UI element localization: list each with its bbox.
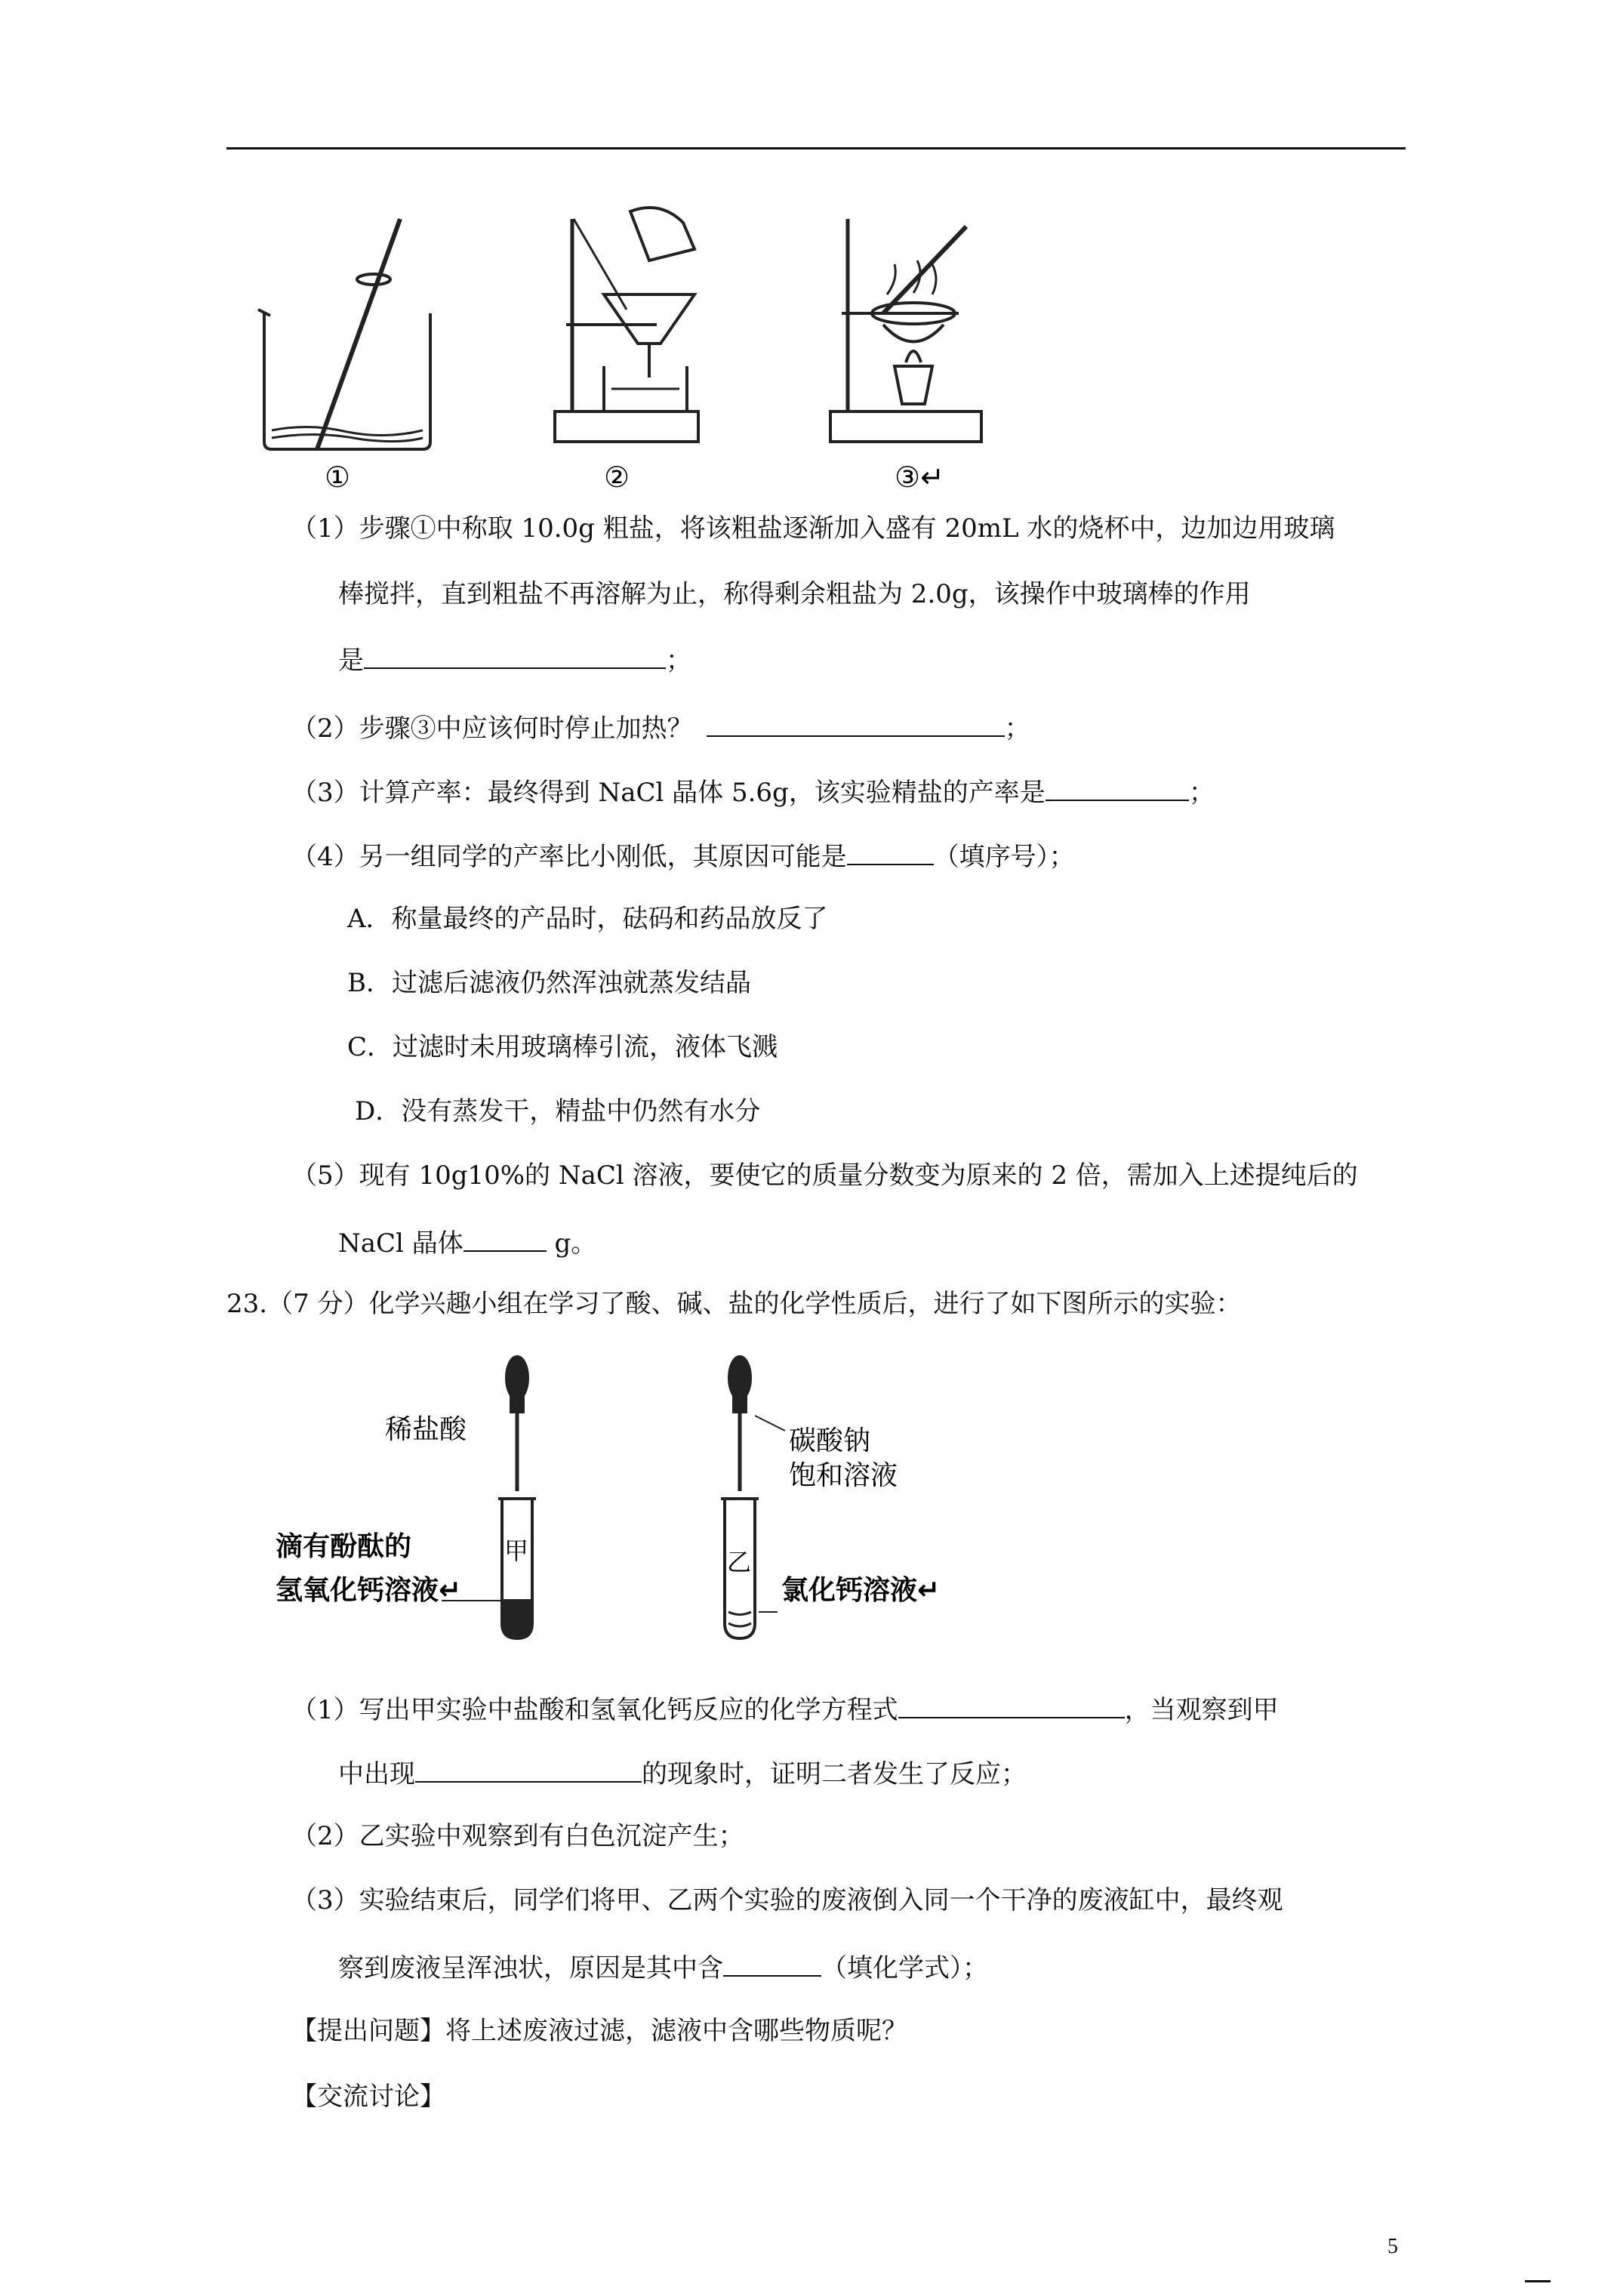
answer-blank-reason[interactable] xyxy=(847,838,934,865)
q22-part4 xyxy=(291,838,1075,874)
answer-blank-yield[interactable] xyxy=(1046,774,1189,801)
q23-part1-text: （1）写出甲实验中盐酸和氢氧化钙反应的化学方程式 xyxy=(291,1695,898,1725)
right-reagent-label-2: 饱和溶液 xyxy=(789,1460,898,1491)
q22-part1-prefix: 是 xyxy=(338,646,364,676)
left-reagent-label: 稀盐酸 xyxy=(385,1414,467,1445)
q22-option-b: B．过滤后滤液仍然浑浊就蒸发结晶 xyxy=(347,968,751,998)
q22-part4-suffix: （填序号）； xyxy=(933,842,1075,872)
test-tube-left-icon xyxy=(498,1499,536,1638)
q23-part1-line1 xyxy=(291,1691,1279,1727)
figure1-label-3: ③↵ xyxy=(895,461,944,494)
q23-discussion: 【交流讨论】 xyxy=(291,2082,445,2112)
answer-blank-glass-rod-role[interactable] xyxy=(364,642,666,669)
q22-part4-text: （4）另一组同学的产率比小刚低，其原因可能是 xyxy=(291,842,847,872)
left-solution-label-1: 滴有酚酞的 xyxy=(276,1531,412,1562)
q22-option-d: D．没有蒸发干，精盐中仍然有水分 xyxy=(355,1096,761,1126)
q22-option-a: A．称量最终的产品时，砝码和药品放反了 xyxy=(347,904,828,934)
beaker-icon xyxy=(258,219,430,449)
q22-option-c: C．过滤时未用玻璃棒引流，液体飞溅 xyxy=(347,1032,778,1062)
header-rule xyxy=(226,147,1406,149)
q23-ask-question: 【提出问题】将上述废液过滤，滤液中含哪些物质呢？ xyxy=(291,2016,907,2046)
q23-part3-line2 xyxy=(338,1949,988,1985)
q22-part3-suffix: ； xyxy=(1188,778,1215,808)
q22-part1-line2: 棒搅拌，直到粗盐不再溶解为止，称得剩余粗盐为 2.0g，该操作中玻璃棒的作用 xyxy=(338,579,1251,609)
q23-title: 23.（7 分）化学兴趣小组在学习了酸、碱、盐的化学性质后，进行了如下图所示的实验： xyxy=(226,1289,1242,1319)
answer-blank-equation[interactable] xyxy=(898,1691,1125,1718)
q22-part5-line2 xyxy=(338,1225,596,1260)
page-number: 5 xyxy=(1387,2235,1398,2258)
lab-apparatus-figure xyxy=(249,204,1095,506)
q22-part3 xyxy=(291,774,1215,809)
answer-blank-formula[interactable] xyxy=(723,1949,821,1977)
q22-part5-line1: （5）现有 10g10%的 NaCl 溶液，要使它的质量分数变为原来的 2 倍，需加入上述提纯后的 xyxy=(291,1160,1358,1191)
q22-part5-suffix: g。 xyxy=(546,1228,597,1259)
q22-part2 xyxy=(291,710,1030,745)
q23-part1-suffix: ，当观察到甲 xyxy=(1124,1695,1279,1725)
q23-part3-suffix: （填化学式）； xyxy=(821,1953,988,1983)
test-tube-experiment-figure xyxy=(260,1351,985,1653)
q22-part1-line3 xyxy=(338,642,691,677)
q23-part1-line2 xyxy=(338,1755,1027,1791)
q23-part3-text: 察到废液呈浑浊状，原因是其中含 xyxy=(338,1953,723,1983)
q23-part1-prefix2: 中出现 xyxy=(338,1759,415,1789)
q22-part1-suffix: ； xyxy=(666,646,691,676)
q22-part2-text: （2）步骤③中应该何时停止加热？ xyxy=(291,713,693,744)
answer-blank-phenomenon[interactable] xyxy=(415,1755,642,1783)
q23-part3-line1: （3）实验结束后，同学们将甲、乙两个实验的废液倒入同一个干净的废液缸中，最终观 xyxy=(291,1885,1283,1915)
q23-part2: （2）乙实验中观察到有白色沉淀产生； xyxy=(291,1821,744,1851)
figure1-label-2: ② xyxy=(604,461,630,494)
right-tube-label: 乙 xyxy=(727,1548,752,1576)
q22-part1-line1: （1）步骤①中称取 10.0g 粗盐，将该粗盐逐渐加入盛有 20mL 水的烧杯中，边加边用玻璃 xyxy=(291,513,1335,544)
right-reagent-label-1: 碳酸钠 xyxy=(789,1425,871,1456)
figure1-label-1: ① xyxy=(325,461,351,494)
left-solution-label-2: 氢氧化钙溶液↵ xyxy=(276,1575,462,1606)
dropper-right-icon xyxy=(729,1357,750,1491)
left-tube-label: 甲 xyxy=(504,1536,529,1565)
q22-part3-text: （3）计算产率：最终得到 NaCl 晶体 5.6g，该实验精盐的产率是 xyxy=(291,778,1046,808)
answer-blank-nacl-mass[interactable] xyxy=(463,1225,547,1252)
evaporation-setup-icon xyxy=(830,219,981,442)
q23-part1-suffix2: 的现象时，证明二者发生了反应； xyxy=(642,1759,1027,1789)
right-solution-label: 氯化钙溶液↵ xyxy=(781,1575,941,1606)
filtration-setup-icon xyxy=(555,208,698,442)
answer-blank-stop-heating[interactable] xyxy=(707,710,1005,737)
dropper-left-icon xyxy=(507,1357,528,1491)
q22-part2-suffix: ； xyxy=(1004,713,1030,744)
footer-dash xyxy=(1525,2280,1551,2282)
q22-part5-prefix: NaCl 晶体 xyxy=(338,1228,463,1259)
